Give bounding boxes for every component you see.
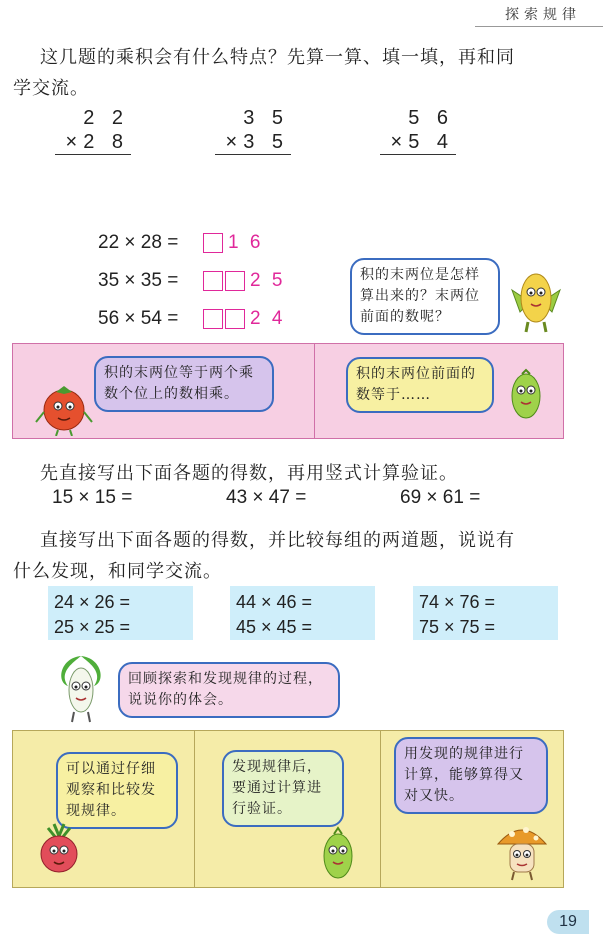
tomato-character-icon bbox=[34, 382, 94, 436]
answer-digits: 2 5 bbox=[250, 270, 286, 291]
intro-line-1: 这几题的乘积会有什么特点？先算一算、填一填，再和同 bbox=[40, 47, 515, 68]
pepper-character-icon bbox=[500, 368, 552, 424]
direct-write-instruction: 先直接写出下面各题的得数，再用竖式计算验证。 bbox=[40, 463, 458, 484]
compare-line-2: 什么发现，和同学交流。 bbox=[13, 561, 222, 582]
compare-item: 45 × 45 = bbox=[236, 617, 313, 637]
radish-character-icon bbox=[34, 822, 84, 878]
vm-bottom-1: ×2 8 bbox=[55, 131, 131, 155]
equation-1 bbox=[98, 230, 263, 256]
cabbage-character-icon bbox=[50, 652, 112, 724]
answer-box[interactable] bbox=[203, 233, 223, 253]
pepper-speech-bubble: 积的末两位前面的数等于…… bbox=[346, 357, 494, 413]
direct-write-item-3: 69 × 61 = bbox=[400, 487, 481, 508]
header-rule bbox=[475, 26, 603, 27]
answer-digits: 2 4 bbox=[250, 308, 286, 329]
compare-item: 74 × 76 = bbox=[419, 592, 496, 612]
corn-speech-bubble: 积的末两位是怎样算出来的？末两位前面的数呢？ bbox=[350, 258, 500, 335]
vm-top-3: 5 6 bbox=[408, 107, 454, 129]
pepper-note-speech-bubble: 发现规律后，要通过计算进行验证。 bbox=[222, 750, 344, 827]
review-speech-bubble: 回顾探索和发现规律的过程，说说你的体会。 bbox=[118, 662, 340, 718]
answer-box[interactable] bbox=[225, 309, 245, 329]
page-number: 19 bbox=[547, 910, 589, 934]
compare-item: 24 × 26 = bbox=[54, 592, 131, 612]
vertical-mult-2 bbox=[215, 107, 291, 155]
corn-character-icon bbox=[506, 268, 564, 334]
compare-item: 44 × 46 = bbox=[236, 592, 313, 612]
yellow-panel-divider-1 bbox=[194, 730, 195, 888]
equation-3 bbox=[98, 306, 285, 332]
compare-group-1 bbox=[48, 586, 193, 640]
vertical-mult-1 bbox=[55, 107, 131, 155]
vm-bottom-3: ×5 4 bbox=[380, 131, 456, 155]
compare-group-3 bbox=[413, 586, 558, 640]
equation-lhs: 56 × 54 = bbox=[98, 308, 179, 329]
tomato-speech-bubble: 积的末两位等于两个乘数个位上的数相乘。 bbox=[94, 356, 274, 412]
compare-group-2 bbox=[230, 586, 375, 640]
equation-lhs: 22 × 28 = bbox=[98, 232, 179, 253]
mushroom-character-icon bbox=[494, 820, 550, 882]
answer-box[interactable] bbox=[225, 271, 245, 291]
mushroom-speech-bubble: 用发现的规律进行计算，能够算得又对又快。 bbox=[394, 737, 548, 814]
answer-box[interactable] bbox=[203, 271, 223, 291]
vm-bottom-2: ×3 5 bbox=[215, 131, 291, 155]
direct-write-item-2: 43 × 47 = bbox=[226, 487, 307, 508]
compare-line-1: 直接写出下面各题的得数，并比较每组的两道题，说说有 bbox=[40, 530, 515, 551]
yellow-panel-divider-2 bbox=[380, 730, 381, 888]
answer-digits: 1 6 bbox=[228, 232, 264, 253]
direct-write-item-1: 15 × 15 = bbox=[52, 487, 133, 508]
compare-item: 25 × 25 = bbox=[54, 617, 131, 637]
vm-top-2: 3 5 bbox=[243, 107, 289, 129]
vm-top-1: 2 2 bbox=[83, 107, 129, 129]
vertical-mult-3 bbox=[380, 107, 456, 155]
section-title: 探索规律 bbox=[505, 7, 581, 23]
compare-item: 75 × 75 = bbox=[419, 617, 496, 637]
equation-2 bbox=[98, 268, 285, 294]
answer-box[interactable] bbox=[203, 309, 223, 329]
radish-speech-bubble: 可以通过仔细观察和比较发现规律。 bbox=[56, 752, 178, 829]
equation-lhs: 35 × 35 = bbox=[98, 270, 179, 291]
intro-line-2: 学交流。 bbox=[13, 78, 89, 99]
pink-panel-divider bbox=[314, 343, 315, 439]
green-pepper-character-icon bbox=[314, 826, 362, 882]
